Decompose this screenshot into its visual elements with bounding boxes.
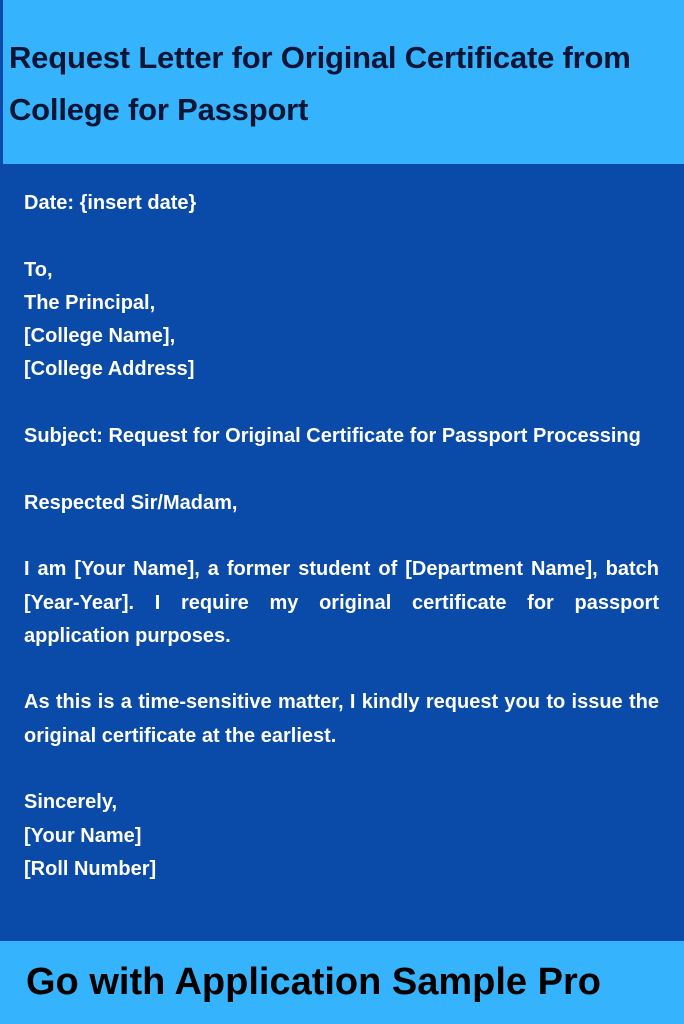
closing-block <box>24 786 659 886</box>
page-title: Request Letter for Original Certificate from College for Passport <box>9 40 631 127</box>
closing-name: [Your Name] <box>24 824 142 847</box>
closing-roll-number: [Roll Number] <box>24 857 157 880</box>
recipient-title: The Principal, <box>24 291 156 314</box>
letter-paragraph-2: As this is a time-sensitive matter, I kindly request you to issue the original certificate at the earliest. <box>24 691 659 747</box>
recipient-block <box>24 254 659 387</box>
recipient-college-address: [College Address] <box>24 358 195 381</box>
recipient-to: To, <box>24 258 53 281</box>
letter-paragraph-1: I am [Your Name], a former student of [Department Name], batch [Year-Year]. I require my original certificate for passport application purposes. <box>24 558 659 647</box>
letter-date: Date: {insert date} <box>24 192 197 214</box>
closing-sign-off: Sincerely, <box>24 791 118 814</box>
header-banner <box>0 0 684 164</box>
letter-salutation: Respected Sir/Madam, <box>24 491 238 514</box>
letter-subject: Subject: Request for Original Certificate for Passport Processing <box>24 425 641 448</box>
footer-banner <box>0 941 684 1024</box>
footer-text: Go with Application Sample Pro <box>26 961 601 1003</box>
recipient-college-name: [College Name], <box>24 325 176 348</box>
letter-body <box>24 187 659 920</box>
